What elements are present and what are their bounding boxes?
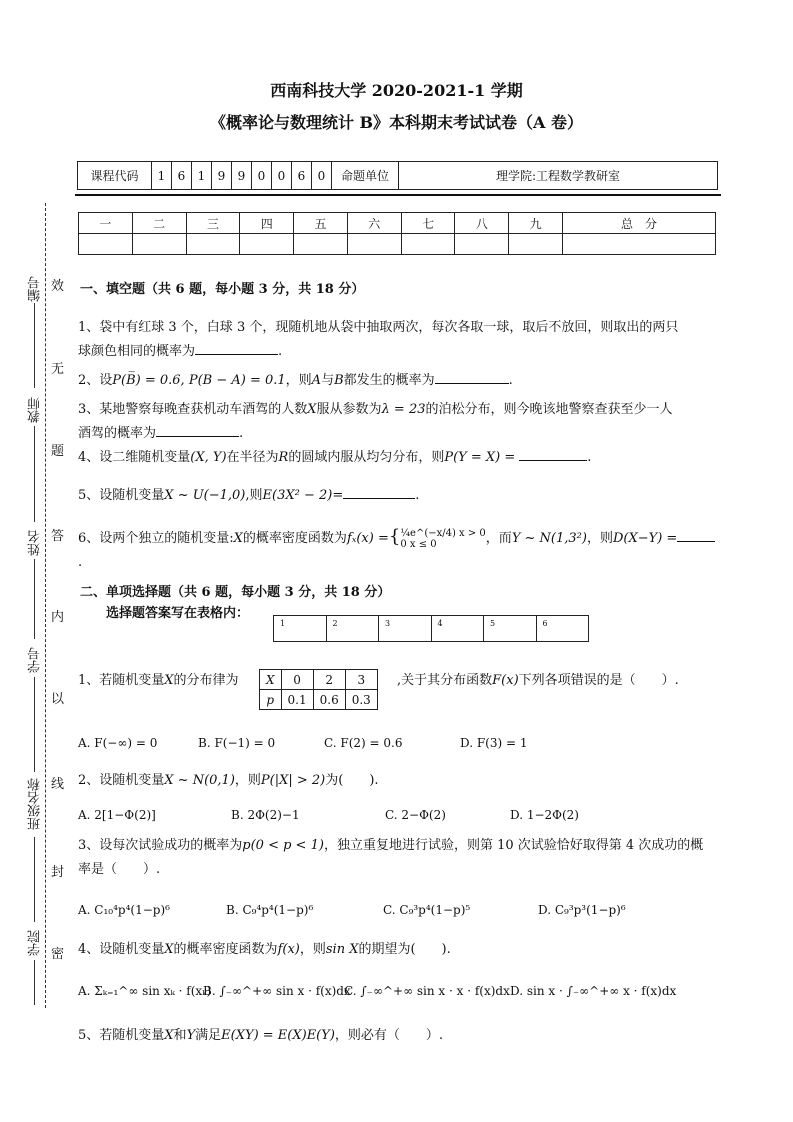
s2q3-line1 [78,834,718,858]
s2q4-text: ，则 [299,942,326,957]
s2q2-text: 为( ). [325,773,379,788]
code-digit: 0 [272,162,292,190]
s1q3-line2: 酒驾的概率为 . [78,422,718,446]
score-cell[interactable] [132,234,186,255]
s1q5-text: 5、设随机变量 [78,488,165,503]
course-code-label: 课程代码 [78,162,152,190]
seal-char: 以 [51,692,65,707]
code-digit: 0 [252,162,272,190]
s2q5-text: 满足 [195,1028,222,1043]
piecewise-row: ¼e^(−x/4) x > 0 [400,527,486,539]
s1q6-text: ，则 [586,531,613,546]
answer-cell[interactable]: 4 [431,616,484,642]
s1q6-ydist: Y ~ N(1,3²) [511,531,587,546]
s1q2-text: ，则 [285,373,312,388]
option-b[interactable]: B. C₉⁴p⁴(1−p)⁶ [226,903,314,917]
margin-label-college: 学院 [28,930,43,956]
binding-dashed-line [45,203,46,1008]
score-header: 总 分 [563,213,716,234]
s1q6-text: ，而 [485,531,512,546]
var-xy: (X, Y) [190,450,227,465]
seal-char: 效 [51,279,65,294]
s1q1-line2: 球颜色相同的概率为 . [78,340,718,364]
option-c[interactable]: C. F(2) = 0.6 [324,736,403,750]
seal-char: 封 [51,865,65,880]
s1q2-text: 都发生的概率为 [343,373,435,388]
s2-question-1-tail [397,669,717,693]
s2q2-formula: P(|X| > 2) [260,773,326,788]
answer-cell[interactable]: 6 [536,616,589,642]
score-cell[interactable] [347,234,401,255]
margin-label-student-id: 学号 [28,647,43,673]
s2-question-5 [78,1024,718,1048]
dist-cell [260,670,282,690]
s1q6-piecewise [400,528,485,550]
header-rule [75,194,721,196]
score-header: 五 [294,213,348,234]
answer-cell[interactable]: 1 [274,616,327,642]
answer-blank[interactable] [677,527,715,542]
option-a[interactable]: A. C₁₀⁴p⁴(1−p)⁶ [78,903,170,917]
var-x: X [233,531,243,546]
code-digit: 9 [212,162,232,190]
distribution-table [259,669,378,710]
option-c[interactable]: C. ∫₋∞^+∞ sin x · x · f(x)dx [344,984,510,998]
lambda-value: λ = 23 [381,402,426,417]
course-code-table [77,161,718,190]
s1-question-3 [78,398,718,446]
s1-question-5: 5、设随机变量X ~ U(−1,0),则E(3X² − 2)= . [78,484,718,508]
dist-cell: 3 [345,670,377,690]
s2q2-dist: X ~ N(0,1) [164,773,235,788]
margin-fill-line [34,303,35,388]
exam-title-line1: 西南科技大学 2020-2021-1 学期 [270,81,523,100]
option-b[interactable]: B. 2Φ(2)−1 [231,808,300,822]
score-header: 三 [186,213,240,234]
dist-header: X [266,672,275,687]
dist-cell [260,690,282,710]
s2q4-text: 的期望为( ). [358,942,451,957]
var-x: X [164,942,174,957]
answer-blank[interactable] [519,446,587,461]
margin-fill-line [34,960,35,1005]
seal-char: 内 [51,610,65,625]
s1q4-text: 在半径为 [226,450,279,465]
dist-cell: 0.3 [345,690,377,710]
var-r: R [278,450,289,465]
s2q4-text: 4、设随机变量 [78,942,165,957]
score-cell[interactable] [294,234,348,255]
score-table [78,212,716,255]
s1q2-formula: P(B̅) = 0.6, P(B − A) = 0.1 [112,373,286,388]
option-b[interactable]: B. F(−1) = 0 [198,736,276,750]
margin-fill-line [34,837,35,922]
score-cell[interactable] [79,234,133,255]
s1-question-1 [78,316,718,364]
s1q5-dist: X ~ U(−1,0) [164,488,246,503]
answer-cell[interactable]: 3 [379,616,432,642]
seal-char: 密 [51,947,65,962]
code-digit: 1 [192,162,212,190]
s1q5-formula: E(3X² − 2)= [262,488,344,503]
exam-title-line2: 《概率论与数理统计 B》本科期末考试试卷（A 卷） [209,113,584,132]
score-header: 九 [509,213,563,234]
s2q1-text: ,关于其分布函数 [397,673,493,688]
var-b: B [334,373,344,388]
s2q1-text: 的分布律为 [173,673,239,688]
score-cell[interactable] [509,234,563,255]
s2q2-text: 2、设随机变量 [78,773,165,788]
s1q5-text: ,则 [245,488,263,503]
answer-blank[interactable] [343,484,415,499]
score-cell[interactable] [186,234,240,255]
seal-char: 答 [51,529,65,544]
s1q6-pdf-label: fₓ(x) = [346,531,389,546]
s2q2-text: ，则 [234,773,261,788]
s1q3-line1 [78,398,718,422]
margin-label-class: 班级名称 [28,778,43,830]
dist-cell: 2 [313,670,345,690]
s2q3-text: ，独立重复地进行试验，则第 10 次试验恰好取得第 4 次成功的概 [323,838,704,853]
s2q1-text: 1、若随机变量 [78,673,165,688]
s1q6-text: 的概率密度函数为 [242,531,347,546]
code-digit: 1 [152,162,172,190]
seal-char: 题 [51,444,65,459]
s1q3-text: 3、某地警察每晚查获机动车酒驾的人数 [78,402,308,417]
code-digit: 6 [172,162,192,190]
option-d[interactable]: D. 1−2Φ(2) [510,808,579,822]
margin-label-teacher: 教师 [28,397,43,423]
dist-row-label: p [266,692,275,707]
answer-blank[interactable] [435,369,509,384]
s2q5-text: 和 [173,1028,187,1043]
s1q1-line1: 1、袋中有红球 3 个，白球 3 个，现随机地从袋中抽取两次，每次各取一球，取后不放回，则取出的两只 [78,320,679,335]
var-y: Y [186,1028,196,1043]
answer-blank[interactable] [156,422,239,437]
s2q3-formula: p(0 < p < 1) [242,838,324,853]
margin-fill-line [34,426,35,522]
var-a: A [311,373,322,388]
s1q3-text: 的泊松分布，则今晚该地警察查获至少一人 [425,402,673,417]
seal-char: 线 [51,777,65,792]
dist-cell: 0.1 [281,690,313,710]
s1-question-6: 6、设两个独立的随机变量:X的概率密度函数为fₓ(x) ={¼e^(−x/4) x > 0 0 x ≤ 0 ，而Y ~ N(1,3²)，则D(X−Y) =. [78,525,718,575]
s1q6-formula: D(X−Y) = [612,531,678,546]
score-cell[interactable] [401,234,455,255]
option-a[interactable]: A. Σₖ₌₁^∞ sin xₖ · f(xₖ) [78,984,212,998]
code-digit: 9 [232,162,252,190]
s2q1-formula: F(x) [492,673,519,688]
code-digit: 6 [292,162,312,190]
s1q2-text: 2、设 [78,373,113,388]
answer-cell[interactable]: 2 [326,616,379,642]
score-cell[interactable] [563,234,716,255]
s2q4-sin: sin X [325,942,359,957]
s1q1-text: 球颜色相同的概率为 [78,344,196,359]
dist-cell: 0 [281,670,313,690]
option-b[interactable]: B. ∫₋∞^+∞ sin x · f(x)dx [203,984,351,998]
var-x: X [164,1028,174,1043]
s2-question-2 [78,769,718,793]
s2q1-text: 下列各项错误的是（ ）. [518,673,679,688]
var-x: X [307,402,317,417]
score-header: 二 [132,213,186,234]
option-c[interactable]: C. 2−Φ(2) [385,808,446,822]
section1-title: 一、填空题（共 6 题，每小题 3 分，共 18 分） [80,282,365,297]
answer-blank[interactable] [195,340,278,355]
code-digit: 0 [312,162,332,190]
section2-title: 二、单项选择题（共 6 题，每小题 3 分，共 18 分） [80,585,391,600]
s1q4-text: 4、设二维随机变量 [78,450,191,465]
option-d[interactable]: D. F(3) = 1 [460,736,528,750]
dist-cell: 0.6 [313,690,345,710]
score-cell[interactable] [240,234,294,255]
var-x: X [164,673,174,688]
s2-question-3 [78,834,718,882]
option-a[interactable]: A. 2[1−Φ(2)] [78,808,156,822]
s2-question-4 [78,938,718,962]
score-header: 七 [401,213,455,234]
s1q2-text: 与 [321,373,335,388]
score-header: 八 [455,213,509,234]
score-cell[interactable] [455,234,509,255]
s1q4-text: 的圆域内服从均匀分布，则 [288,450,445,465]
margin-label-number: 编号 [28,276,43,302]
unit-label: 命题单位 [332,162,399,190]
s2q3-line2: 率是（ ）. [78,862,161,877]
s2q5-text: ，则必有（ ）. [334,1028,444,1043]
score-header: 六 [347,213,401,234]
section2-note: 选择题答案写在表格内： [106,606,250,621]
option-d[interactable]: D. C₉³p³(1−p)⁶ [538,903,626,917]
s2q4-pdf: f(x) [277,942,300,957]
margin-fill-line [34,677,35,772]
s1-question-4: 4、设二维随机变量(X, Y)在半径为R的圆域内服从均匀分布，则P(Y = X) = . [78,446,718,470]
s1-question-2: 2、设P(B̅) = 0.6, P(B − A) = 0.1，则A与B都发生的概率为 . [78,369,718,393]
s1q3-text: 服从参数为 [316,402,382,417]
score-header: 四 [240,213,294,234]
margin-fill-line [34,559,35,639]
margin-label-name: 姓名 [28,530,43,556]
answer-cell[interactable]: 5 [484,616,537,642]
s1q4-formula: P(Y = X) = [444,450,516,465]
s1q3-text: 酒驾的概率为 [78,426,157,441]
piecewise-row: 0 x ≤ 0 [400,538,437,550]
s2q4-text: 的概率密度函数为 [173,942,278,957]
seal-char: 无 [51,362,65,377]
score-header: 一 [79,213,133,234]
brace: { [388,526,401,547]
s2-question-1-lead [78,669,258,693]
option-a[interactable]: A. F(−∞) = 0 [78,736,158,750]
answer-table [273,615,589,642]
unit-value: 理学院:工程数学教研室 [399,162,718,190]
s2q3-text: 3、设每次试验成功的概率为 [78,838,243,853]
option-d[interactable]: D. sin x · ∫₋∞^+∞ x · f(x)dx [510,984,677,998]
option-c[interactable]: C. C₉³p⁴(1−p)⁵ [383,903,471,917]
s2q5-text: 5、若随机变量 [78,1028,165,1043]
s1q6-text: 6、设两个独立的随机变量: [78,531,234,546]
s2q5-formula: E(XY) = E(X)E(Y) [221,1028,335,1043]
